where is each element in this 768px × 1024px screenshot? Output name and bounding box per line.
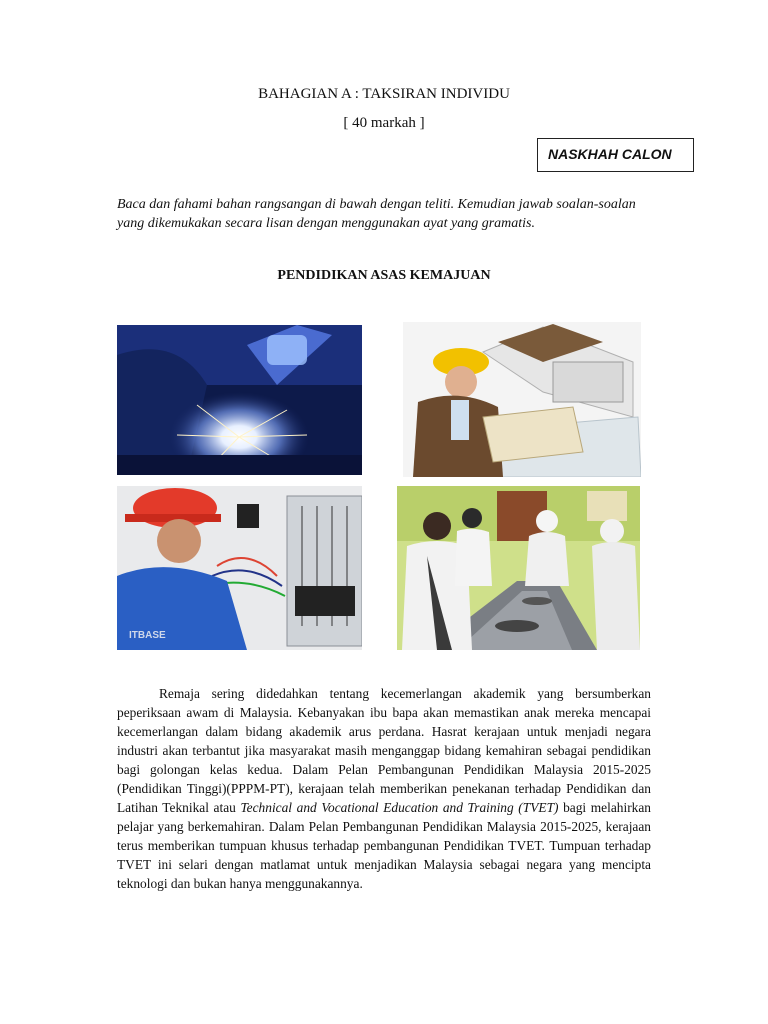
culinary-class-photo bbox=[397, 486, 640, 650]
passage-title: PENDIDIKAN ASAS KEMAJUAN bbox=[277, 268, 491, 283]
welding-photo bbox=[117, 325, 362, 475]
itbase-watermark: ITBASE bbox=[129, 630, 166, 641]
paragraph-text-part2: bagi melahirkan pelajar yang berkemahiran. Dalam Pelan Pembangunan Pendidikan Malaysia 2015-2025, kerajaan terus memberikan tumpuan khusus terhadap pembangunan Pendidikan TVET. Tumpuan terhadap TVET ini selari dengan matlamat untuk menjadikan Malaysia sebagai negara yang mencipta teknologi dan bukan hanya menggunakannya. bbox=[117, 800, 651, 891]
candidate-copy-badge: NASKHAH CALON bbox=[537, 138, 694, 172]
paragraph-text-italic: Technical and Vocational Education and Training (TVET) bbox=[240, 800, 559, 815]
engineer-photo bbox=[403, 322, 641, 477]
marks-label: [ 40 markah ] bbox=[343, 115, 425, 131]
electrician-photo bbox=[117, 486, 362, 650]
stimulus-paragraph bbox=[117, 684, 651, 893]
instruction-text: Baca dan fahami bahan rangsangan di bawah dengan teliti. Kemudian jawab soalan-soalan yang dikemukakan secara lisan dengan menggunakan ayat yang gramatis. bbox=[117, 197, 636, 231]
paragraph-text-part1: Remaja sering didedahkan tentang kecemerlangan akademik yang bersumberkan peperiksaan awam di Malaysia. Kebanyakan ibu bapa akan memastikan anak mereka mencapai kecemerlangan dalam bidang akademik arus perdana. Hasrat kerajaan untuk menjadi negara industri akan terbantut jika masyarakat masih menganggap bidang kemahiran sebagai pendidikan bagi golongan kelas kedua. Dalam Pelan Pembangunan Pendidikan Malaysia 2015-2025 (Pendidikan Tinggi)(PPPM-PT), kerajaan telah memberikan penekanan terhadap Pendidikan dan Latihan Teknikal atau bbox=[117, 686, 651, 815]
section-heading: BAHAGIAN A : TAKSIRAN INDIVIDU bbox=[258, 86, 510, 102]
